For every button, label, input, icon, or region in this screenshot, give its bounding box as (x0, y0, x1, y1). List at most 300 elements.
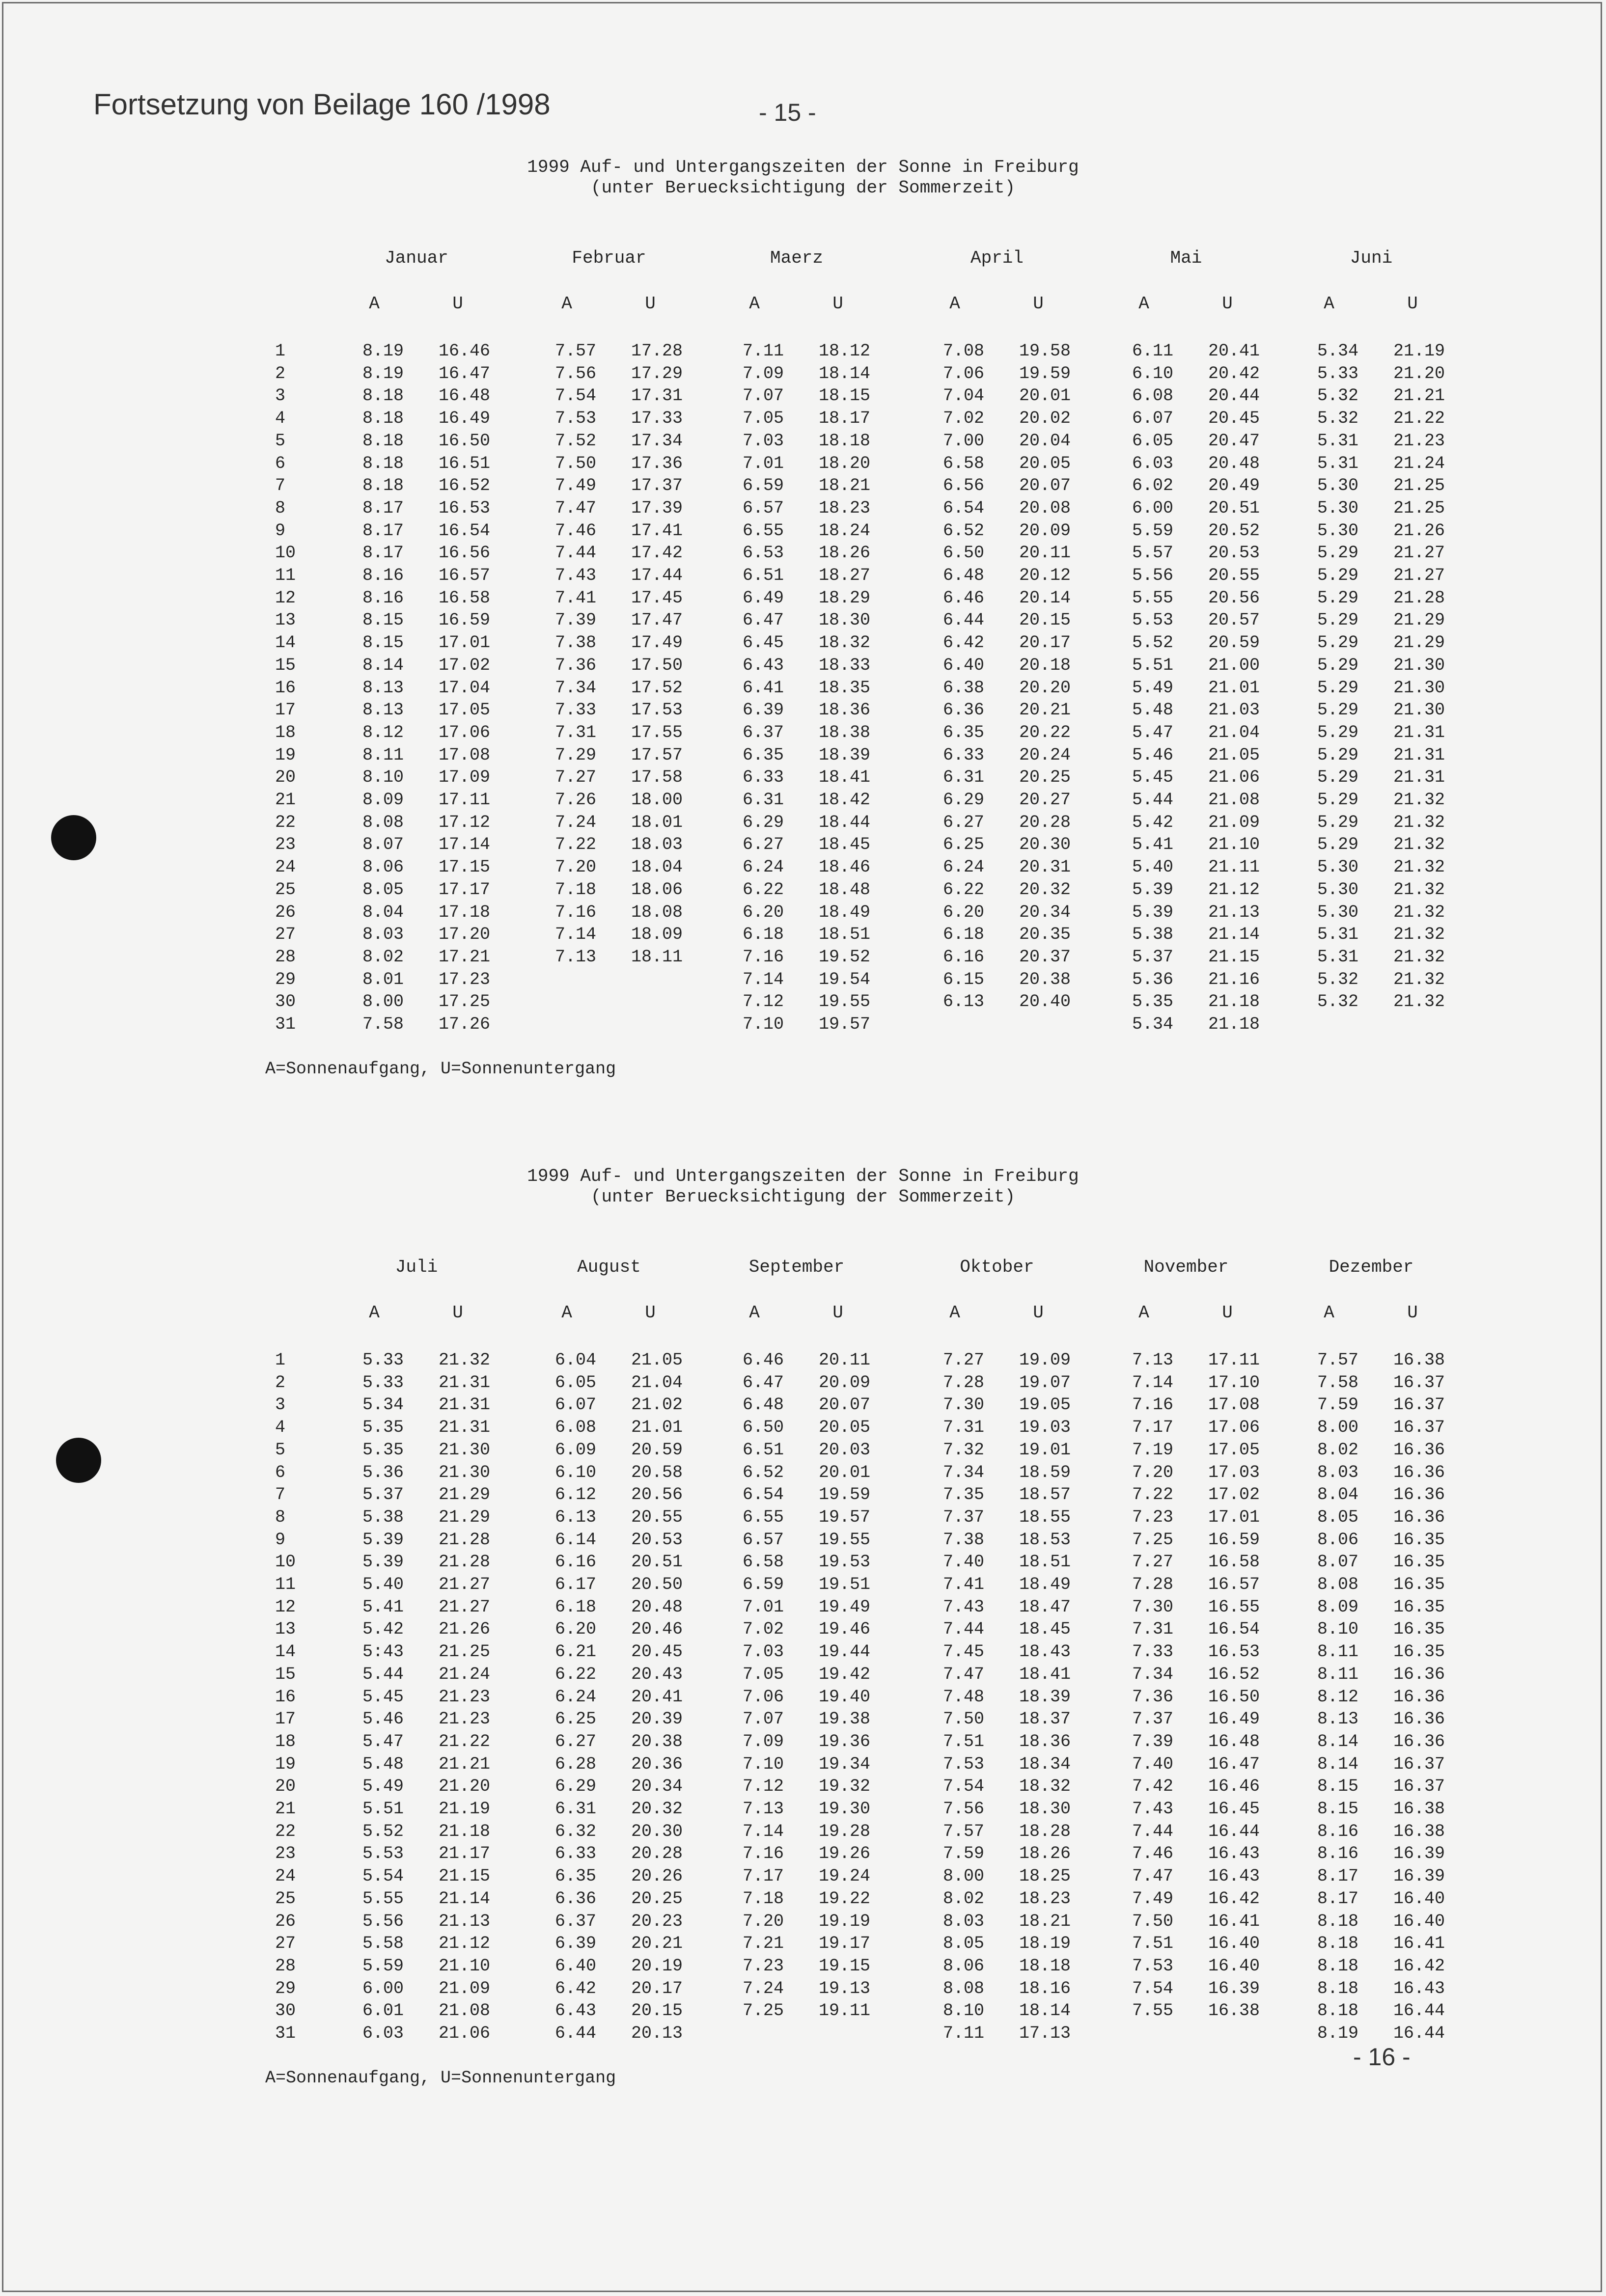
sunset-time: 21.14 (438, 1888, 490, 1909)
sunset-time: 21.06 (1208, 767, 1260, 788)
sunset-time: 20.05 (818, 1418, 870, 1438)
sunset-time: 20.34 (1019, 902, 1071, 922)
sunset-time: 20.56 (631, 1485, 683, 1505)
sunrise-time: 6.02 (1132, 476, 1173, 496)
sunrise-time: 7.33 (1132, 1642, 1173, 1662)
sunrise-time: 8.04 (362, 902, 404, 922)
sunset-time: 20.32 (631, 1799, 683, 1819)
sunset-time: 20.44 (1208, 386, 1260, 406)
sunset-time: 21.10 (438, 1956, 490, 1976)
sunrise-time: 7.01 (742, 1597, 784, 1617)
day-number: 14 (275, 1642, 296, 1662)
day-number: 6 (275, 1462, 286, 1482)
sunset-time: 17.02 (438, 655, 490, 675)
sunset-time: 20.21 (1019, 700, 1071, 720)
sunrise-time: 6.16 (554, 1552, 596, 1572)
sunrise-time: 6.27 (742, 835, 784, 855)
sunrise-time: 7.25 (1132, 1530, 1173, 1550)
month-header: Mai (1170, 248, 1202, 268)
sunrise-time: 5.59 (1132, 520, 1173, 541)
sunrise-time: 6.05 (554, 1372, 596, 1393)
sunrise-time: 7.24 (554, 812, 596, 832)
sunrise-time: 7.58 (1317, 1372, 1358, 1393)
sunset-time: 17.57 (631, 745, 683, 765)
sunrise-time: 7.20 (554, 857, 596, 877)
day-number: 9 (275, 520, 286, 541)
sunrise-time: 6.49 (742, 588, 784, 608)
sunrise-time: 6.04 (554, 1350, 596, 1370)
sunrise-time: 6.16 (942, 947, 984, 967)
sunrise-time: 5.29 (1317, 767, 1358, 788)
col-header-u: U (645, 294, 656, 314)
day-number: 11 (275, 1575, 296, 1594)
sunrise-time: 6.57 (742, 498, 784, 518)
sunset-time: 20.21 (631, 1934, 683, 1954)
day-number: 2 (275, 1372, 286, 1393)
sunset-time: 19.03 (1019, 1418, 1071, 1438)
sunset-time: 16.35 (1393, 1575, 1445, 1594)
sunrise-time: 8.06 (1317, 1530, 1358, 1550)
sunrise-time: 5.53 (1132, 610, 1173, 630)
sunrise-time: 7.01 (742, 453, 784, 473)
sunrise-time: 5:43 (362, 1642, 404, 1662)
sunset-time: 18.14 (1019, 2001, 1071, 2021)
sunrise-time: 8.16 (362, 588, 404, 608)
sunrise-time: 5.45 (362, 1687, 404, 1707)
sunset-time: 20.27 (1019, 790, 1071, 810)
sunrise-time: 7.53 (942, 1754, 984, 1774)
col-header-a: A (1324, 294, 1334, 314)
sunset-time: 16.39 (1393, 1866, 1445, 1886)
col-header-u: U (1033, 1303, 1044, 1323)
sunset-time: 17.06 (438, 722, 490, 742)
sunrise-time: 6.37 (742, 722, 784, 742)
sunrise-time: 7.28 (1132, 1575, 1173, 1594)
sunrise-time: 5.30 (1317, 857, 1358, 877)
col-header-a: A (949, 1303, 960, 1323)
sunrise-time: 6.36 (942, 700, 984, 720)
sunset-time: 20.49 (1208, 476, 1260, 496)
sunset-time: 21.01 (1208, 678, 1260, 698)
sunset-time: 20.30 (631, 1821, 683, 1841)
sunset-time: 21.29 (438, 1507, 490, 1527)
sunset-time: 21.18 (1208, 992, 1260, 1012)
sunrise-time: 8.12 (362, 722, 404, 742)
sunset-time: 17.12 (438, 812, 490, 832)
sunrise-time: 6.25 (942, 835, 984, 855)
month-header: Juni (1350, 248, 1393, 268)
sunrise-time: 6.39 (742, 700, 784, 720)
sunset-time: 17.11 (1208, 1350, 1260, 1370)
sunrise-time: 6.07 (1132, 409, 1173, 429)
sunset-time: 16.54 (1208, 1619, 1260, 1640)
sunset-time: 20.07 (818, 1395, 870, 1415)
day-number: 20 (275, 767, 296, 788)
sunset-time: 16.35 (1393, 1619, 1445, 1640)
sunset-time: 19.54 (818, 969, 870, 989)
sunset-time: 21.14 (1208, 925, 1260, 945)
day-number: 27 (275, 1934, 296, 1954)
sunset-time: 20.14 (1019, 588, 1071, 608)
sunset-time: 18.57 (1019, 1485, 1071, 1505)
sunrise-time: 7.31 (1132, 1619, 1173, 1640)
sunset-time: 18.04 (631, 857, 683, 877)
sunset-time: 19.36 (818, 1731, 870, 1751)
sunset-time: 17.10 (1208, 1372, 1260, 1393)
sunset-time: 18.39 (818, 745, 870, 765)
sunrise-time: 6.37 (554, 1911, 596, 1931)
sunset-time: 21.28 (1393, 588, 1445, 608)
sunrise-time: 6.11 (1132, 341, 1173, 361)
sunrise-time: 8.11 (362, 745, 404, 765)
sunset-time: 21.27 (1393, 566, 1445, 585)
col-header-u: U (1407, 294, 1418, 314)
day-number: 28 (275, 1956, 296, 1976)
sunset-time: 20.36 (631, 1754, 683, 1774)
sunset-time: 18.53 (1019, 1530, 1071, 1550)
sunrise-time: 5.38 (1132, 925, 1173, 945)
sunrise-time: 8.16 (1317, 1821, 1358, 1841)
sunrise-time: 6.35 (942, 722, 984, 742)
day-number: 20 (275, 1777, 296, 1797)
day-number: 9 (275, 1530, 286, 1550)
sunset-time: 17.21 (438, 947, 490, 967)
sunset-time: 20.07 (1019, 476, 1071, 496)
sunrise-time: 7.02 (742, 1619, 784, 1640)
sunset-time: 18.49 (1019, 1575, 1071, 1594)
sunrise-time: 7.20 (742, 1911, 784, 1931)
sunset-time: 19.24 (818, 1866, 870, 1886)
sunrise-time: 8.17 (362, 498, 404, 518)
sunrise-time: 5.33 (362, 1350, 404, 1370)
sunrise-time: 5.39 (1132, 879, 1173, 900)
day-number: 19 (275, 745, 296, 765)
sunset-time: 17.06 (1208, 1418, 1260, 1438)
sunset-time: 18.18 (1019, 1956, 1071, 1976)
sunrise-time: 6.44 (554, 2023, 596, 2043)
day-number: 31 (275, 1014, 296, 1034)
sunrise-time: 5.41 (1132, 835, 1173, 855)
sunset-time: 16.55 (1208, 1597, 1260, 1617)
day-number: 29 (275, 1978, 296, 1998)
day-number: 15 (275, 655, 296, 675)
sunset-time: 16.35 (1393, 1552, 1445, 1572)
sunset-time: 21.08 (438, 2001, 490, 2021)
sunset-time: 19.34 (818, 1754, 870, 1774)
sunrise-time: 6.18 (554, 1597, 596, 1617)
sunset-time: 16.36 (1393, 1664, 1445, 1684)
sunrise-time: 6.47 (742, 1372, 784, 1393)
sunset-time: 18.30 (818, 610, 870, 630)
day-number: 24 (275, 857, 296, 877)
sunrise-time: 7.38 (942, 1530, 984, 1550)
sunset-time: 16.43 (1393, 1978, 1445, 1998)
sunset-time: 16.36 (1393, 1440, 1445, 1460)
sunset-time: 21.19 (438, 1799, 490, 1819)
sunrise-time: 6.00 (1132, 498, 1173, 518)
sunrise-time: 8.18 (1317, 1934, 1358, 1954)
sunrise-time: 7.54 (942, 1777, 984, 1797)
sunset-time: 21.02 (631, 1395, 683, 1415)
day-number: 8 (275, 1507, 286, 1527)
sunrise-time: 8.14 (1317, 1754, 1358, 1774)
sunrise-time: 6.31 (554, 1799, 596, 1819)
sunrise-time: 6.18 (942, 925, 984, 945)
sunset-time: 21.01 (631, 1418, 683, 1438)
sunrise-time: 5.30 (1317, 498, 1358, 518)
sunset-time: 20.11 (818, 1350, 870, 1370)
sunrise-time: 7.28 (942, 1372, 984, 1393)
sunrise-time: 6.33 (942, 745, 984, 765)
sunrise-time: 8.18 (362, 409, 404, 429)
sunset-time: 20.13 (631, 2023, 683, 2043)
sunset-time: 16.44 (1208, 1821, 1260, 1841)
sunrise-time: 5.32 (1317, 969, 1358, 989)
sunset-time: 21.15 (1208, 947, 1260, 967)
day-number: 15 (275, 1664, 296, 1684)
sunrise-time: 6.10 (1132, 363, 1173, 383)
sunset-time: 21.31 (438, 1418, 490, 1438)
sunrise-time: 5.35 (362, 1418, 404, 1438)
sunrise-time: 8.06 (362, 857, 404, 877)
sunrise-time: 7.00 (942, 431, 984, 451)
sunrise-time: 7.55 (1132, 2001, 1173, 2021)
sunrise-time: 6.13 (554, 1507, 596, 1527)
sunrise-table-jul-dec (0, 1156, 1606, 2114)
sunrise-time: 7.13 (1132, 1350, 1173, 1370)
sunset-time: 20.41 (1208, 341, 1260, 361)
day-number: 5 (275, 1440, 286, 1460)
sunrise-time: 7.27 (1132, 1552, 1173, 1572)
sunset-time: 17.33 (631, 409, 683, 429)
sunset-time: 18.11 (631, 947, 683, 967)
sunrise-time: 8.17 (1317, 1888, 1358, 1909)
sunset-time: 18.21 (818, 476, 870, 496)
sunset-time: 20.47 (1208, 431, 1260, 451)
sunset-time: 18.03 (631, 835, 683, 855)
sunset-time: 18.26 (1019, 1844, 1071, 1864)
col-header-a: A (749, 294, 760, 314)
sunrise-time: 5.48 (362, 1754, 404, 1774)
sunrise-time: 5.29 (1317, 610, 1358, 630)
sunset-time: 21.29 (1393, 633, 1445, 653)
day-number: 17 (275, 700, 296, 720)
sunset-time: 21.24 (1393, 453, 1445, 473)
sunrise-time: 5.52 (1132, 633, 1173, 653)
sunset-time: 18.47 (1019, 1597, 1071, 1617)
sunset-time: 16.49 (438, 409, 490, 429)
sunrise-time: 6.28 (554, 1754, 596, 1774)
day-number: 5 (275, 431, 286, 451)
sunrise-time: 5.29 (1317, 678, 1358, 698)
sunrise-time: 6.48 (942, 566, 984, 585)
sunset-time: 18.36 (818, 700, 870, 720)
sunrise-time: 7.43 (1132, 1799, 1173, 1819)
sunrise-time: 7.02 (942, 409, 984, 429)
sunrise-time: 7.16 (742, 1844, 784, 1864)
sunset-time: 21.04 (1208, 722, 1260, 742)
sunset-time: 18.29 (818, 588, 870, 608)
col-header-a: A (369, 294, 380, 314)
sunset-time: 16.52 (1208, 1664, 1260, 1684)
sunrise-time: 6.48 (742, 1395, 784, 1415)
sunset-time: 18.24 (818, 520, 870, 541)
sunrise-time: 7.23 (1132, 1507, 1173, 1527)
sunrise-time: 8.18 (362, 453, 404, 473)
day-number: 16 (275, 678, 296, 698)
sunset-time: 17.08 (438, 745, 490, 765)
sunrise-time: 7.47 (554, 498, 596, 518)
sunrise-time: 6.35 (742, 745, 784, 765)
sunset-time: 17.50 (631, 655, 683, 675)
sunset-time: 16.37 (1393, 1777, 1445, 1797)
sunset-time: 20.17 (1019, 633, 1071, 653)
sunset-time: 16.38 (1393, 1799, 1445, 1819)
sunset-time: 17.17 (438, 879, 490, 900)
day-number: 26 (275, 902, 296, 922)
day-number: 12 (275, 1597, 296, 1617)
sunrise-time: 6.14 (554, 1530, 596, 1550)
sunset-time: 18.18 (818, 431, 870, 451)
sunset-time: 19.42 (818, 1664, 870, 1684)
sunset-time: 20.34 (631, 1777, 683, 1797)
sunrise-time: 7.21 (742, 1934, 784, 1954)
sunrise-time: 8.16 (362, 566, 404, 585)
sunrise-time: 5.30 (1317, 902, 1358, 922)
day-number: 27 (275, 925, 296, 945)
sunset-time: 20.20 (1019, 678, 1071, 698)
sunset-time: 18.19 (1019, 1934, 1071, 1954)
table-title (0, 157, 1606, 198)
sunset-time: 16.58 (1208, 1552, 1260, 1572)
sunset-time: 18.48 (818, 879, 870, 900)
day-number: 24 (275, 1866, 296, 1886)
sunset-time: 16.37 (1393, 1395, 1445, 1415)
sunrise-time: 6.42 (942, 633, 984, 653)
sunset-time: 17.41 (631, 520, 683, 541)
sunset-time: 18.51 (1019, 1552, 1071, 1572)
sunrise-time: 7.04 (942, 386, 984, 406)
table-title-line1: 1999 Auf- und Untergangszeiten der Sonne in Freiburg (527, 1166, 1079, 1186)
sunset-time: 21.05 (1208, 745, 1260, 765)
sunset-time: 21.15 (438, 1866, 490, 1886)
sunrise-time: 6.31 (742, 790, 784, 810)
day-number: 16 (275, 1687, 296, 1707)
day-number: 4 (275, 409, 286, 429)
sunrise-time: 7.57 (554, 341, 596, 361)
sunrise-time: 7.06 (742, 1687, 784, 1707)
day-number: 21 (275, 790, 296, 810)
sunrise-time: 6.38 (942, 678, 984, 698)
sunrise-time: 7.59 (1317, 1395, 1358, 1415)
sunset-time: 16.40 (1208, 1934, 1260, 1954)
sunset-time: 16.43 (1208, 1866, 1260, 1886)
sunset-time: 16.40 (1393, 1911, 1445, 1931)
sunrise-time: 5.52 (362, 1821, 404, 1841)
sunrise-time: 6.22 (942, 879, 984, 900)
sunrise-time: 7.43 (554, 566, 596, 585)
sunrise-time: 7.49 (1132, 1888, 1173, 1909)
sunrise-time: 7.56 (554, 363, 596, 383)
sunset-time: 21.32 (1393, 947, 1445, 967)
sunrise-time: 6.01 (362, 2001, 404, 2021)
sunset-time: 16.46 (438, 341, 490, 361)
sunrise-time: 5.36 (362, 1462, 404, 1482)
sunrise-time: 7.43 (942, 1597, 984, 1617)
col-header-a: A (1324, 1303, 1334, 1323)
sunrise-time: 7.27 (942, 1350, 984, 1370)
sunrise-time: 5.32 (1317, 409, 1358, 429)
sunset-time: 20.19 (631, 1956, 683, 1976)
sunrise-time: 5.33 (1317, 363, 1358, 383)
col-header-a: A (1138, 294, 1149, 314)
sunrise-time: 6.20 (942, 902, 984, 922)
sunrise-time: 7.54 (554, 386, 596, 406)
sunset-time: 18.32 (1019, 1777, 1071, 1797)
sunrise-time: 5.56 (362, 1911, 404, 1931)
sunset-time: 21.23 (438, 1709, 490, 1729)
sunset-time: 18.46 (818, 857, 870, 877)
sunrise-time: 5.29 (1317, 566, 1358, 585)
sunrise-time: 5.35 (1132, 992, 1173, 1012)
sunset-time: 17.01 (438, 633, 490, 653)
sunrise-time: 6.43 (554, 2001, 596, 2021)
sunset-time: 21.32 (1393, 992, 1445, 1012)
sunset-time: 20.50 (631, 1575, 683, 1594)
sunrise-time: 7.24 (742, 1978, 784, 1998)
sunset-time: 18.59 (1019, 1462, 1071, 1482)
col-header-u: U (645, 1303, 656, 1323)
sunset-time: 20.45 (631, 1642, 683, 1662)
sunrise-time: 5.46 (362, 1709, 404, 1729)
sunset-time: 17.49 (631, 633, 683, 653)
day-number: 30 (275, 2001, 296, 2021)
sunset-time: 21.25 (1393, 476, 1445, 496)
sunset-time: 21.16 (1208, 969, 1260, 989)
month-header: April (970, 248, 1024, 268)
sunrise-time: 7.46 (554, 520, 596, 541)
sunset-time: 19.38 (818, 1709, 870, 1729)
sunrise-time: 8.08 (942, 1978, 984, 1998)
sunrise-time: 6.55 (742, 1507, 784, 1527)
col-header-u: U (1033, 294, 1044, 314)
sunrise-time: 7.51 (942, 1731, 984, 1751)
table-title-line1: 1999 Auf- und Untergangszeiten der Sonne in Freiburg (527, 157, 1079, 177)
sunset-time: 19.55 (818, 992, 870, 1012)
sunset-time: 17.44 (631, 566, 683, 585)
sunrise-time: 5.29 (1317, 722, 1358, 742)
sunrise-time: 7.50 (942, 1709, 984, 1729)
sunrise-time: 7.22 (1132, 1485, 1173, 1505)
sunset-time: 20.31 (1019, 857, 1071, 877)
sunrise-time: 7.44 (1132, 1821, 1173, 1841)
sunset-time: 20.59 (631, 1440, 683, 1460)
sunset-time: 16.42 (1208, 1888, 1260, 1909)
sunrise-time: 6.40 (554, 1956, 596, 1976)
sunrise-time: 6.00 (362, 1978, 404, 1998)
table-title-line2: (unter Beruecksichtigung der Sommerzeit) (590, 178, 1016, 198)
sunrise-time: 5.34 (1132, 1014, 1173, 1034)
sunset-time: 16.41 (1208, 1911, 1260, 1931)
sunrise-time: 6.24 (742, 857, 784, 877)
sunrise-time: 8.10 (362, 767, 404, 788)
sunset-time: 20.02 (1019, 409, 1071, 429)
sunrise-time: 7.34 (554, 678, 596, 698)
day-number: 2 (275, 363, 286, 383)
sunrise-time: 5.29 (1317, 633, 1358, 653)
sunset-time: 16.47 (1208, 1754, 1260, 1774)
sunset-time: 16.36 (1393, 1709, 1445, 1729)
